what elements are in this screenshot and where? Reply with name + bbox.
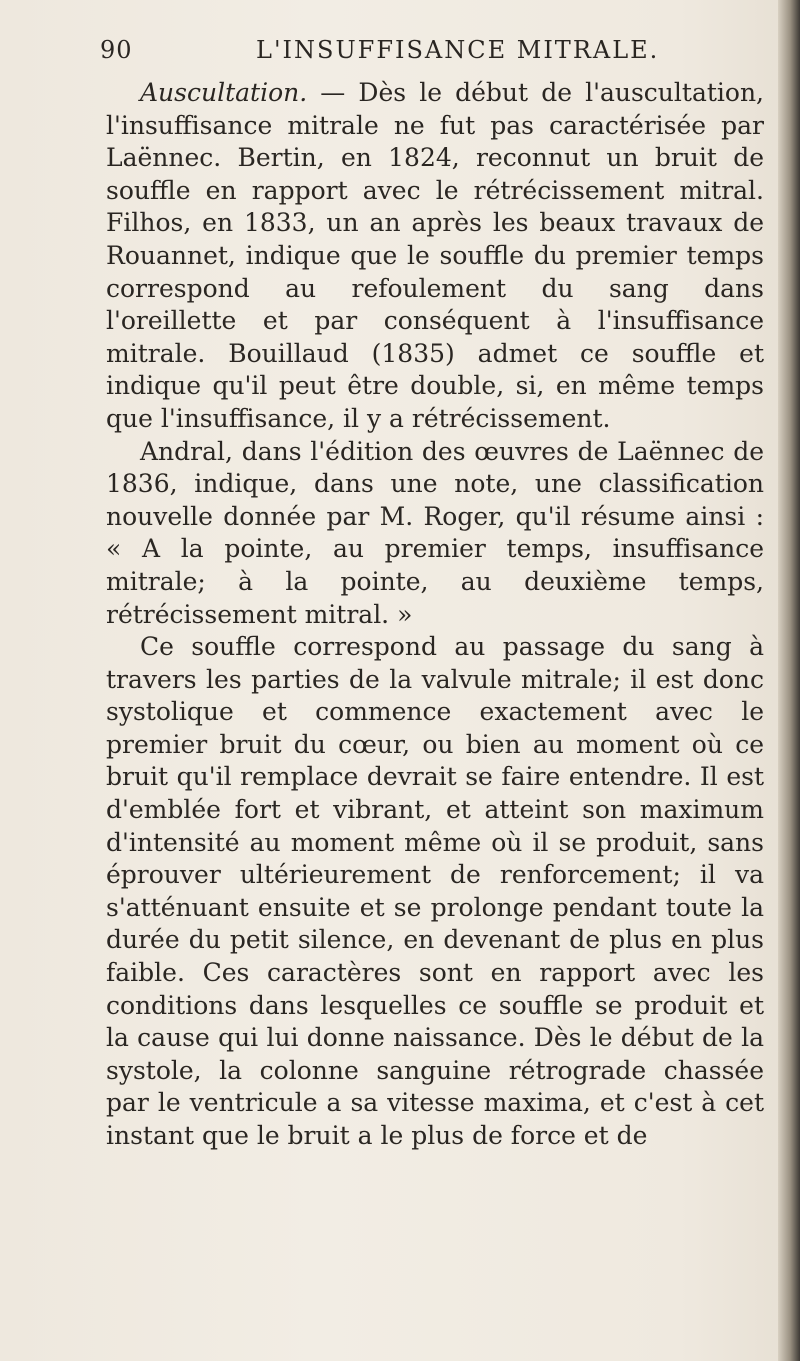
- paragraph-andral: Andral, dans l'édition des œuvres de Laënnec de 1836, indique, dans une note, une classification nouvelle donnée par M. Roger, qu'il résume ainsi : « A la pointe, au premier temps, insuffisance mitrale; à la pointe, au deuxième temps, rétrécissement mitral. »: [106, 436, 764, 629]
- body-text: [106, 77, 764, 1153]
- section-lead: Auscultation.: [140, 78, 308, 107]
- paragraph-souffle: Ce souffle correspond au passage du sang à travers les parties de la valvule mitrale; il est donc systolique et commence exactement avec le premier bruit du cœur, ou bien au moment où ce bruit qu'il remplace devrait se faire entendre. Il est d'emblée fort et vibrant, et atteint son maximum d'intensité au moment même où il se produit, sans éprouver ultérieurement de renforcement; il va s'atténuant ensuite et se prolonge pendant toute la durée du petit silence, en devenant de plus en plus faible. Ces caractères sont en rapport avec les conditions dans lesquelles ce souffle se produit et la cause qui lui donne naissance. Dès le début de la systole, la colonne sanguine rétrograde chassée par le ventricule a sa vitesse maxima, et c'est à cet instant que le bruit a le plus de force et de: [106, 632, 764, 1150]
- page-number: 90: [100, 36, 133, 64]
- page-header: [100, 36, 760, 76]
- running-title: L'INSUFFISANCE MITRALE.: [256, 36, 660, 64]
- paragraph-text: — Dès le début de l'auscultation, l'insuffisance mitrale ne fut pas caractérisée par Laënnec. Bertin, en 1824, reconnut un bruit de souffle en rapport avec le rétrécissement mitral. Filhos, en 1833, un an après les beaux travaux de Rouannet, indique que le souffle du premier temps correspond au refoulement du sang dans l'oreillette et par conséquent à l'insuffisance mitrale. Bouillaud (1835) admet ce souffle et indique qu'il peut être double, si, en même temps que l'insuffisance, il y a rétrécissement.: [106, 78, 764, 433]
- page-binding-edge: [778, 0, 800, 1361]
- paragraph-auscultation: [106, 77, 764, 436]
